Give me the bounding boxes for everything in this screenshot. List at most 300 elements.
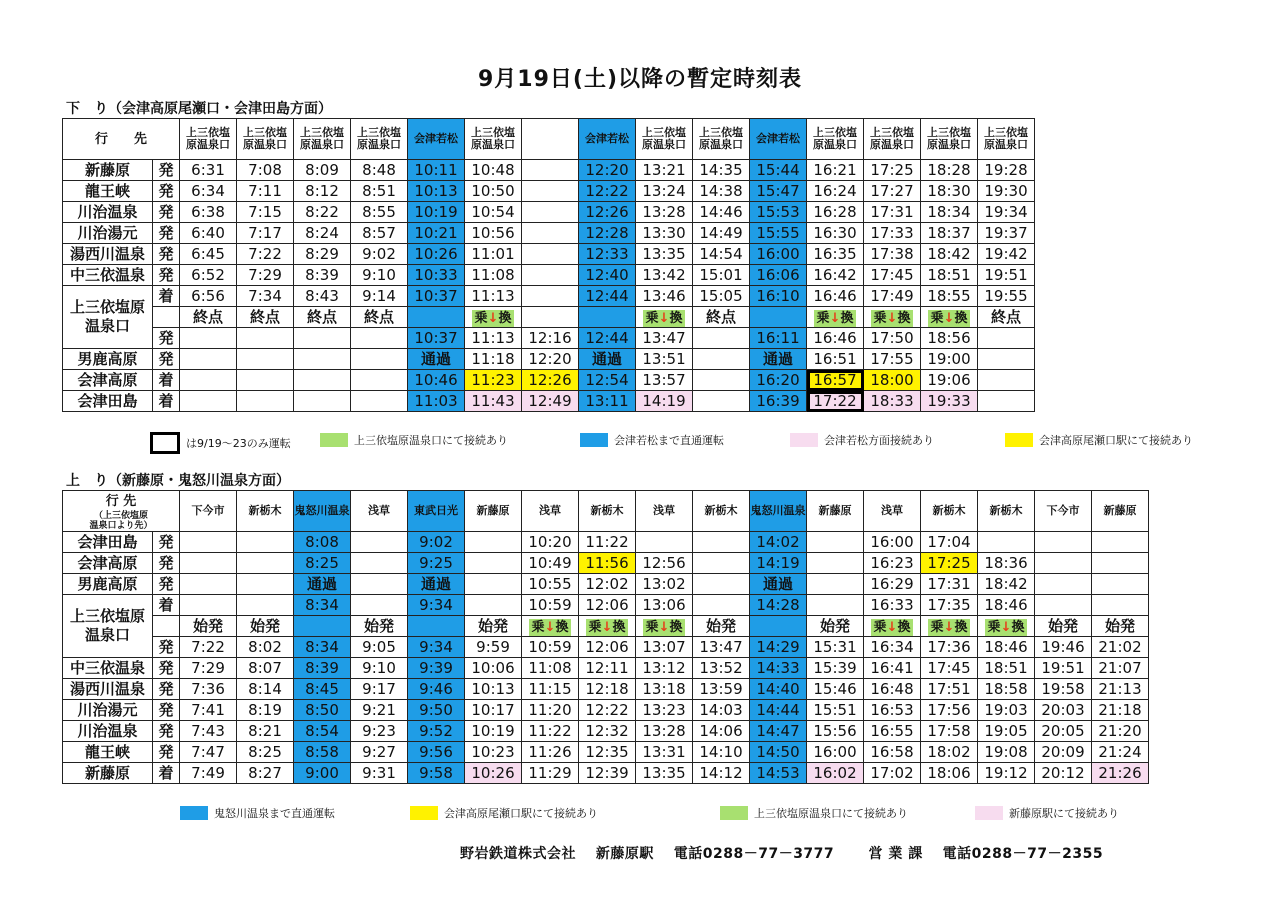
time-cell: 通過: [408, 574, 465, 595]
legend-text: 会津高原尾瀬口駅にて接続あり: [1039, 434, 1193, 447]
timetable-row: [63, 742, 1149, 763]
arrive-depart-mark: 発: [153, 181, 180, 202]
timetable-row: [63, 160, 1035, 181]
time-cell: [1092, 595, 1149, 616]
station-name: 川治温泉: [63, 202, 153, 223]
time-cell: 19:34: [978, 202, 1035, 223]
time-cell: [465, 532, 522, 553]
time-cell: 始発: [180, 616, 237, 637]
arrive-depart-mark: 発: [153, 553, 180, 574]
time-cell: 8:12: [294, 181, 351, 202]
time-cell: 7:08: [237, 160, 294, 181]
time-cell: [522, 244, 579, 265]
time-cell: 8:39: [294, 658, 351, 679]
time-cell: 13:51: [636, 349, 693, 370]
time-cell: 13:31: [636, 742, 693, 763]
time-cell: 17:31: [864, 202, 921, 223]
destination-header: 新栃木: [579, 491, 636, 532]
time-cell: 14:47: [750, 721, 807, 742]
time-cell: 14:35: [693, 160, 750, 181]
time-cell: 15:55: [750, 223, 807, 244]
time-cell: 17:36: [921, 637, 978, 658]
time-cell: 9:31: [351, 763, 408, 784]
time-cell: 9:10: [351, 658, 408, 679]
time-cell: 21:26: [1092, 763, 1149, 784]
destination-header: 東武日光: [408, 491, 465, 532]
dest-label: 行 先: [63, 119, 180, 160]
destination-header: 会津若松: [579, 119, 636, 160]
time-cell: 終点: [180, 307, 237, 328]
time-cell: 9:56: [408, 742, 465, 763]
time-cell: 17:25: [864, 160, 921, 181]
arrive-depart-mark: 発: [153, 574, 180, 595]
time-cell: 16:35: [807, 244, 864, 265]
time-cell: 9:02: [351, 244, 408, 265]
station-name: 男鹿高原: [63, 349, 153, 370]
station-name: 会津高原: [63, 370, 153, 391]
time-cell: 13:06: [636, 595, 693, 616]
arrive-depart-mark: [153, 307, 180, 328]
time-cell: 11:03: [408, 391, 465, 412]
page-title: 9月19日(土)以降の暫定時刻表: [477, 67, 803, 92]
time-cell: 10:54: [465, 202, 522, 223]
time-cell: [180, 328, 237, 349]
destination-header: 上三依塩 原温泉口: [921, 119, 978, 160]
time-cell: 18:37: [921, 223, 978, 244]
legend-swatch: [720, 806, 748, 820]
station-name: 会津田島: [63, 391, 153, 412]
time-cell: 18:28: [921, 160, 978, 181]
time-cell: 13:46: [636, 286, 693, 307]
time-cell: 19:55: [978, 286, 1035, 307]
time-cell: [180, 370, 237, 391]
time-cell: 14:49: [693, 223, 750, 244]
time-cell: 10:37: [408, 286, 465, 307]
time-cell: 19:42: [978, 244, 1035, 265]
time-cell: 8:21: [237, 721, 294, 742]
time-cell: 16:53: [864, 700, 921, 721]
time-cell: 12:20: [522, 349, 579, 370]
legend-text: 会津若松方面接続あり: [824, 434, 934, 447]
time-cell: 6:40: [180, 223, 237, 244]
time-cell: 11:26: [522, 742, 579, 763]
timetable-row: [63, 265, 1035, 286]
time-cell: 18:33: [864, 391, 921, 412]
time-cell: 10:50: [465, 181, 522, 202]
time-cell: [351, 349, 408, 370]
timetable-row: [63, 532, 1149, 553]
time-cell: 8:58: [294, 742, 351, 763]
time-cell: 10:26: [408, 244, 465, 265]
time-cell: 13:59: [693, 679, 750, 700]
time-cell: 14:29: [750, 637, 807, 658]
time-cell: 13:11: [579, 391, 636, 412]
time-cell: 13:35: [636, 244, 693, 265]
timetable-row: [63, 181, 1035, 202]
destination-header: 上三依塩 原温泉口: [978, 119, 1035, 160]
time-cell: 21:24: [1092, 742, 1149, 763]
destination-header: 上三依塩 原温泉口: [237, 119, 294, 160]
time-cell: 16:34: [864, 637, 921, 658]
time-cell: 12:54: [579, 370, 636, 391]
arrive-depart-mark: 発: [153, 721, 180, 742]
time-cell: [807, 532, 864, 553]
time-cell: [693, 391, 750, 412]
time-cell: [978, 532, 1035, 553]
time-cell: 10:59: [522, 637, 579, 658]
time-cell: 16:00: [750, 244, 807, 265]
time-cell: 7:34: [237, 286, 294, 307]
destination-header: 上三依塩 原温泉口: [180, 119, 237, 160]
legend-item: [720, 805, 908, 821]
time-cell: [351, 370, 408, 391]
time-cell: 17:27: [864, 181, 921, 202]
time-cell: 16:30: [807, 223, 864, 244]
time-cell: [522, 202, 579, 223]
time-cell: 10:26: [465, 763, 522, 784]
time-cell: 通過: [750, 574, 807, 595]
destination-header: 浅草: [351, 491, 408, 532]
time-cell: 11:13: [465, 328, 522, 349]
destination-header: 上三依塩 原温泉口: [864, 119, 921, 160]
time-cell: [351, 595, 408, 616]
time-cell: 8:45: [294, 679, 351, 700]
time-cell: [978, 349, 1035, 370]
time-cell: [180, 391, 237, 412]
time-cell: [750, 616, 807, 637]
time-cell: 16:00: [864, 532, 921, 553]
destination-header: [522, 119, 579, 160]
time-cell: 9:58: [408, 763, 465, 784]
time-cell: 始発: [465, 616, 522, 637]
time-cell: 15:39: [807, 658, 864, 679]
time-cell: 8:55: [351, 202, 408, 223]
time-cell: 17:55: [864, 349, 921, 370]
time-cell: 15:51: [807, 700, 864, 721]
time-cell: [465, 574, 522, 595]
time-cell: 19:00: [921, 349, 978, 370]
time-cell: 乗↓換: [636, 616, 693, 637]
time-cell: 通過: [750, 349, 807, 370]
legend-item: [180, 805, 335, 821]
time-cell: 始発: [351, 616, 408, 637]
destination-header: 新栃木: [921, 491, 978, 532]
time-cell: 17:45: [864, 265, 921, 286]
time-cell: 6:45: [180, 244, 237, 265]
time-cell: [1092, 574, 1149, 595]
up-timetable: [62, 490, 1149, 784]
time-cell: 12:49: [522, 391, 579, 412]
time-cell: 15:05: [693, 286, 750, 307]
arrive-depart-mark: 着: [153, 370, 180, 391]
time-cell: 10:13: [408, 181, 465, 202]
time-cell: 8:25: [237, 742, 294, 763]
time-cell: [237, 391, 294, 412]
time-cell: 7:29: [237, 265, 294, 286]
time-cell: [237, 574, 294, 595]
time-cell: [978, 370, 1035, 391]
station-name: 上三依塩原 温泉口: [63, 286, 153, 349]
legend-item: [1005, 432, 1193, 448]
time-cell: 12:11: [579, 658, 636, 679]
time-cell: 16:02: [807, 763, 864, 784]
time-cell: [693, 595, 750, 616]
time-cell: 16:23: [864, 553, 921, 574]
legend-swatch: [320, 433, 348, 447]
time-cell: 始発: [1035, 616, 1092, 637]
time-cell: 13:47: [693, 637, 750, 658]
time-cell: [408, 616, 465, 637]
time-cell: 18:55: [921, 286, 978, 307]
time-cell: 14:10: [693, 742, 750, 763]
time-cell: 6:56: [180, 286, 237, 307]
time-cell: 10:13: [465, 679, 522, 700]
time-cell: 8:54: [294, 721, 351, 742]
legend-swatch: [580, 433, 608, 447]
destination-header: 上三依塩 原温泉口: [351, 119, 408, 160]
station-name: 会津田島: [63, 532, 153, 553]
arrive-depart-mark: 発: [153, 244, 180, 265]
destination-header: 浅草: [636, 491, 693, 532]
time-cell: 7:17: [237, 223, 294, 244]
time-cell: 通過: [294, 574, 351, 595]
arrive-depart-mark: [153, 616, 180, 637]
destination-header: 会津若松: [750, 119, 807, 160]
time-cell: 通過: [579, 349, 636, 370]
time-cell: 14:46: [693, 202, 750, 223]
time-cell: 9:39: [408, 658, 465, 679]
time-cell: [693, 349, 750, 370]
legend-text: 上三依塩原温泉口にて接続あり: [754, 807, 908, 820]
time-cell: [465, 595, 522, 616]
time-cell: 19:51: [1035, 658, 1092, 679]
time-cell: 12:32: [579, 721, 636, 742]
time-cell: 10:19: [465, 721, 522, 742]
time-cell: 13:18: [636, 679, 693, 700]
timetable-row: [63, 679, 1149, 700]
time-cell: 10:49: [522, 553, 579, 574]
timetable-row: [63, 637, 1149, 658]
time-cell: 始発: [807, 616, 864, 637]
time-cell: 乗↓換: [921, 307, 978, 328]
time-cell: 8:22: [294, 202, 351, 223]
time-cell: 7:43: [180, 721, 237, 742]
time-cell: 18:36: [978, 553, 1035, 574]
time-cell: [351, 574, 408, 595]
time-cell: [693, 532, 750, 553]
time-cell: 20:03: [1035, 700, 1092, 721]
arrive-depart-mark: 発: [153, 349, 180, 370]
time-cell: 始発: [237, 616, 294, 637]
time-cell: 10:48: [465, 160, 522, 181]
destination-header: 上三依塩 原温泉口: [807, 119, 864, 160]
time-cell: 終点: [237, 307, 294, 328]
time-cell: 14:02: [750, 532, 807, 553]
time-cell: 17:38: [864, 244, 921, 265]
timetable-row: [63, 574, 1149, 595]
time-cell: [1035, 532, 1092, 553]
time-cell: 12:20: [579, 160, 636, 181]
legend-swatch: [150, 432, 180, 454]
time-cell: 9:10: [351, 265, 408, 286]
time-cell: 15:01: [693, 265, 750, 286]
time-cell: 18:51: [921, 265, 978, 286]
time-cell: [294, 370, 351, 391]
time-cell: 15:47: [750, 181, 807, 202]
up-heading: 上 り（新藤原・鬼怒川温泉方面）: [66, 473, 290, 489]
time-cell: 13:12: [636, 658, 693, 679]
time-cell: 12:26: [579, 202, 636, 223]
time-cell: 乗↓換: [864, 307, 921, 328]
time-cell: 21:07: [1092, 658, 1149, 679]
time-cell: 7:15: [237, 202, 294, 223]
time-cell: 8:57: [351, 223, 408, 244]
arrive-depart-mark: 着: [153, 763, 180, 784]
time-cell: [351, 532, 408, 553]
time-cell: 16:39: [750, 391, 807, 412]
time-cell: 終点: [978, 307, 1035, 328]
time-cell: 11:13: [465, 286, 522, 307]
time-cell: 20:05: [1035, 721, 1092, 742]
time-cell: [522, 223, 579, 244]
time-cell: 14:53: [750, 763, 807, 784]
time-cell: 17:49: [864, 286, 921, 307]
timetable-row: [63, 595, 1149, 616]
arrive-depart-mark: 発: [153, 532, 180, 553]
time-cell: 19:28: [978, 160, 1035, 181]
time-cell: 16:41: [864, 658, 921, 679]
time-cell: 12:28: [579, 223, 636, 244]
station-name: 男鹿高原: [63, 574, 153, 595]
time-cell: 16:11: [750, 328, 807, 349]
time-cell: 16:48: [864, 679, 921, 700]
time-cell: [294, 616, 351, 637]
time-cell: 15:31: [807, 637, 864, 658]
time-cell: 14:44: [750, 700, 807, 721]
time-cell: 11:22: [522, 721, 579, 742]
legend-text: 上三依塩原温泉口にて接続あり: [354, 434, 508, 447]
time-cell: 16:46: [807, 328, 864, 349]
time-cell: 21:13: [1092, 679, 1149, 700]
time-cell: [351, 391, 408, 412]
time-cell: 14:19: [750, 553, 807, 574]
time-cell: 12:44: [579, 286, 636, 307]
time-cell: 18:51: [978, 658, 1035, 679]
time-cell: 10:11: [408, 160, 465, 181]
legend-item: [410, 805, 598, 821]
down-heading: 下 り（会津高原尾瀬口・会津田島方面）: [66, 101, 332, 117]
time-cell: 7:22: [180, 637, 237, 658]
time-cell: 8:09: [294, 160, 351, 181]
time-cell: [522, 307, 579, 328]
timetable-row: [63, 658, 1149, 679]
time-cell: [807, 553, 864, 574]
time-cell: 12:56: [636, 553, 693, 574]
time-cell: 17:51: [921, 679, 978, 700]
station-name: 川治温泉: [63, 721, 153, 742]
destination-header: 下今市: [1035, 491, 1092, 532]
time-cell: 14:12: [693, 763, 750, 784]
time-cell: 6:38: [180, 202, 237, 223]
time-cell: 14:19: [636, 391, 693, 412]
time-cell: 18:30: [921, 181, 978, 202]
time-cell: 12:16: [522, 328, 579, 349]
time-cell: 6:34: [180, 181, 237, 202]
time-cell: 8:19: [237, 700, 294, 721]
arrive-depart-mark: 発: [153, 637, 180, 658]
legend-swatch: [1005, 433, 1033, 447]
time-cell: 18:56: [921, 328, 978, 349]
time-cell: 16:20: [750, 370, 807, 391]
station-name: 中三依温泉: [63, 265, 153, 286]
time-cell: 8:34: [294, 637, 351, 658]
timetable-row: [63, 370, 1035, 391]
footer-contact: 野岩鉄道株式会社 新藤原駅 電話0288－77－3777 営 業 課 電話0288－77－2355: [460, 846, 1104, 862]
destination-header: 新栃木: [237, 491, 294, 532]
time-cell: 乗↓換: [921, 616, 978, 637]
time-cell: 17:56: [921, 700, 978, 721]
time-cell: 9:50: [408, 700, 465, 721]
time-cell: 8:25: [294, 553, 351, 574]
time-cell: 10:37: [408, 328, 465, 349]
time-cell: 11:43: [465, 391, 522, 412]
time-cell: 乗↓換: [807, 307, 864, 328]
time-cell: 19:30: [978, 181, 1035, 202]
time-cell: 19:08: [978, 742, 1035, 763]
destination-header: 浅草: [864, 491, 921, 532]
time-cell: 乗↓換: [636, 307, 693, 328]
time-cell: 15:56: [807, 721, 864, 742]
time-cell: 始発: [693, 616, 750, 637]
time-cell: [237, 532, 294, 553]
time-cell: 12:18: [579, 679, 636, 700]
time-cell: 12:33: [579, 244, 636, 265]
time-cell: 乗↓換: [864, 616, 921, 637]
station-name: 川治湯元: [63, 223, 153, 244]
time-cell: [237, 553, 294, 574]
time-cell: 9:00: [294, 763, 351, 784]
time-cell: 13:07: [636, 637, 693, 658]
timetable-row: [63, 202, 1035, 223]
time-cell: [180, 595, 237, 616]
time-cell: 14:06: [693, 721, 750, 742]
time-cell: 11:15: [522, 679, 579, 700]
legend-swatch: [975, 806, 1003, 820]
time-cell: [180, 553, 237, 574]
time-cell: 9:23: [351, 721, 408, 742]
time-cell: 10:33: [408, 265, 465, 286]
time-cell: 17:50: [864, 328, 921, 349]
time-cell: 19:06: [921, 370, 978, 391]
time-cell: 16:55: [864, 721, 921, 742]
time-cell: 11:56: [579, 553, 636, 574]
arrive-depart-mark: 発: [153, 700, 180, 721]
time-cell: 16:46: [807, 286, 864, 307]
time-cell: 12:02: [579, 574, 636, 595]
time-cell: 12:39: [579, 763, 636, 784]
time-cell: 19:03: [978, 700, 1035, 721]
time-cell: 終点: [693, 307, 750, 328]
time-cell: 16:58: [864, 742, 921, 763]
time-cell: [693, 553, 750, 574]
time-cell: [1035, 574, 1092, 595]
time-cell: [294, 349, 351, 370]
time-cell: 16:42: [807, 265, 864, 286]
time-cell: 11:18: [465, 349, 522, 370]
arrive-depart-mark: 発: [153, 223, 180, 244]
time-cell: 12:22: [579, 700, 636, 721]
time-cell: 8:27: [237, 763, 294, 784]
